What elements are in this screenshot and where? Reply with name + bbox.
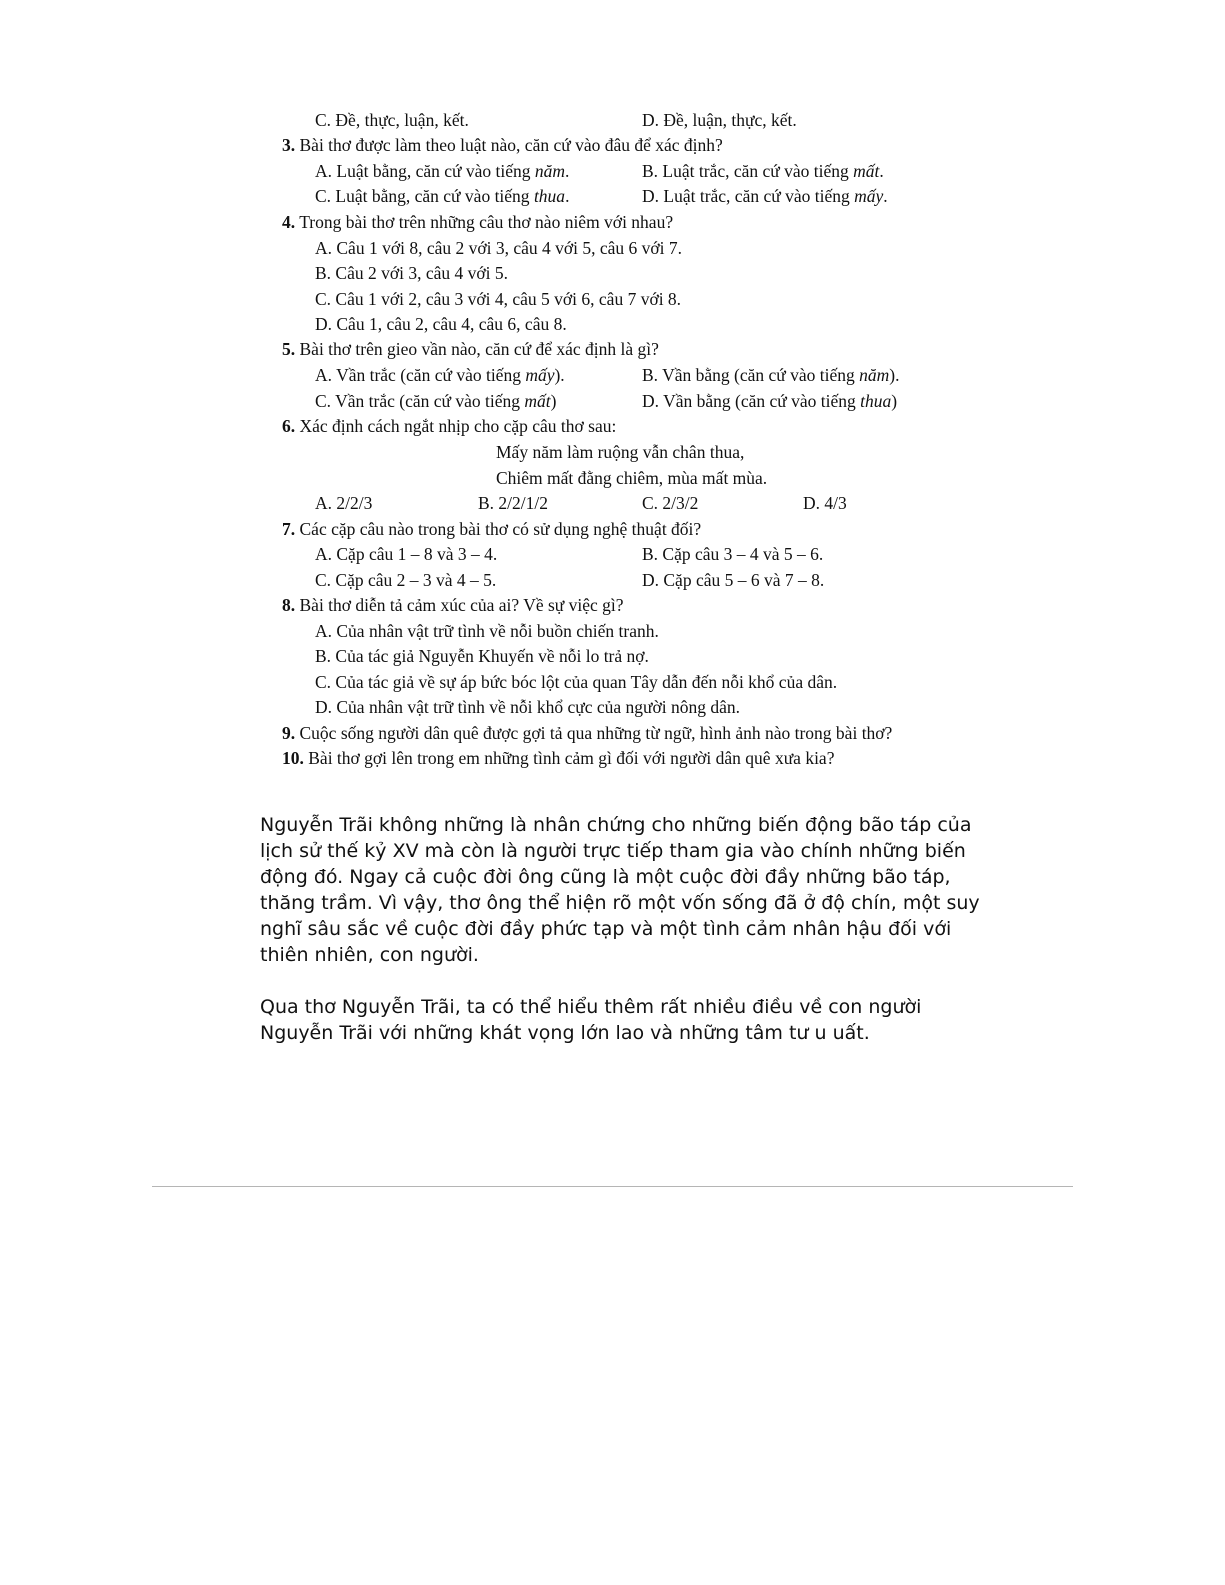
verse-line-2: Chiêm mất đằng chiêm, mùa mất mùa.	[496, 468, 768, 488]
q7-option-b: B. Cặp câu 3 – 4 và 5 – 6.	[642, 544, 824, 564]
question-6	[282, 415, 616, 437]
question-3	[282, 134, 723, 156]
question-10	[282, 747, 834, 769]
question-number: 8.	[282, 595, 296, 615]
q8-option-b: B. Của tác giả Nguyễn Khuyến về nỗi lo trả nợ.	[315, 646, 649, 666]
question-text: Cuộc sống người dân quê được gợi tả qua những từ ngữ, hình ảnh nào trong bài thơ?	[299, 723, 893, 743]
q6-option-b: B. 2/2/1/2	[478, 493, 549, 513]
q2-option-c: C. Đề, thực, luận, kết.	[315, 110, 469, 130]
question-text: Bài thơ gợi lên trong em những tình cảm gì đối với người dân quê xưa kia?	[308, 748, 835, 768]
question-number: 10.	[282, 748, 304, 768]
question-text: Bài thơ trên gieo vần nào, căn cứ để xác định là gì?	[299, 339, 659, 359]
question-text: Bài thơ diễn tả cảm xúc của ai? Về sự việc gì?	[299, 595, 624, 615]
question-7	[282, 518, 701, 540]
question-number: 4.	[282, 212, 296, 232]
q4-option-c: C. Câu 1 với 2, câu 3 với 4, câu 5 với 6, câu 7 với 8.	[315, 289, 682, 309]
prose-paragraph-1: Nguyễn Trãi không những là nhân chứng cho những biến động bão táp của lịch sử thế kỷ XV mà còn là người trực tiếp tham gia vào chính những biến động đó. Ngay cả cuộc đời ông cũng là một cuộc đời đầy những bão táp, thăng trầm. Vì vậy, thơ ông thể hiện rõ một vốn sống đã ở độ chín, một suy nghĩ sâu sắc về cuộc đời đầy phức tạp và một tình cảm nhân hậu đối với thiên nhiên, con người.	[260, 814, 980, 966]
q4-option-b: B. Câu 2 với 3, câu 4 với 5.	[315, 263, 509, 283]
prose-paragraph-2: Qua thơ Nguyễn Trãi, ta có thể hiểu thêm rất nhiều điều về con người Nguyễn Trãi với những khát vọng lớn lao và những tâm tư u uất.	[260, 996, 922, 1044]
q8-option-d: D. Của nhân vật trữ tình về nỗi khổ cực của người nông dân.	[315, 697, 741, 717]
q5-option-c: C. Vần trắc (căn cứ vào tiếng mất)	[315, 391, 557, 411]
question-text: Xác định cách ngắt nhịp cho cặp câu thơ sau:	[299, 416, 617, 436]
q5-option-a: A. Vần trắc (căn cứ vào tiếng mấy).	[315, 365, 565, 385]
q3-option-d: D. Luật trắc, căn cứ vào tiếng mấy.	[642, 186, 888, 206]
prose-section	[260, 812, 980, 1046]
q4-option-a: A. Câu 1 với 8, câu 2 với 3, câu 4 với 5, câu 6 với 7.	[315, 238, 683, 258]
q6-option-d: D. 4/3	[803, 493, 847, 513]
q8-option-c: C. Của tác giả về sự áp bức bóc lột của quan Tây dẫn đến nỗi khổ của dân.	[315, 672, 838, 692]
q8-option-a: A. Của nhân vật trữ tình về nỗi buồn chiến tranh.	[315, 621, 659, 641]
question-9	[282, 722, 892, 744]
question-number: 5.	[282, 339, 296, 359]
q5-option-d: D. Vần bằng (căn cứ vào tiếng thua)	[642, 391, 898, 411]
q7-option-a: A. Cặp câu 1 – 8 và 3 – 4.	[315, 544, 498, 564]
q2-option-d: D. Đề, luận, thực, kết.	[642, 110, 797, 130]
question-number: 9.	[282, 723, 296, 743]
question-number: 7.	[282, 519, 296, 539]
q3-option-b: B. Luật trắc, căn cứ vào tiếng mất.	[642, 161, 884, 181]
q3-option-c: C. Luật bằng, căn cứ vào tiếng thua.	[315, 186, 570, 206]
horizontal-divider	[152, 1186, 1073, 1187]
question-text: Các cặp câu nào trong bài thơ có sử dụng nghệ thuật đối?	[299, 519, 702, 539]
question-text: Bài thơ được làm theo luật nào, căn cứ vào đâu để xác định?	[299, 135, 723, 155]
question-5	[282, 338, 659, 360]
question-number: 6.	[282, 416, 296, 436]
q3-option-a: A. Luật bằng, căn cứ vào tiếng năm.	[315, 161, 570, 181]
question-8	[282, 594, 624, 616]
q6-option-c: C. 2/3/2	[642, 493, 699, 513]
q5-option-b: B. Vần bằng (căn cứ vào tiếng năm).	[642, 365, 900, 385]
question-4	[282, 211, 673, 233]
q7-option-c: C. Cặp câu 2 – 3 và 4 – 5.	[315, 570, 497, 590]
question-text: Trong bài thơ trên những câu thơ nào niêm với nhau?	[299, 212, 674, 232]
q7-option-d: D. Cặp câu 5 – 6 và 7 – 8.	[642, 570, 825, 590]
question-number: 3.	[282, 135, 296, 155]
q4-option-d: D. Câu 1, câu 2, câu 4, câu 6, câu 8.	[315, 314, 567, 334]
verse-line-1: Mấy năm làm ruộng vẫn chân thua,	[496, 442, 745, 462]
q6-option-a: A. 2/2/3	[315, 493, 373, 513]
